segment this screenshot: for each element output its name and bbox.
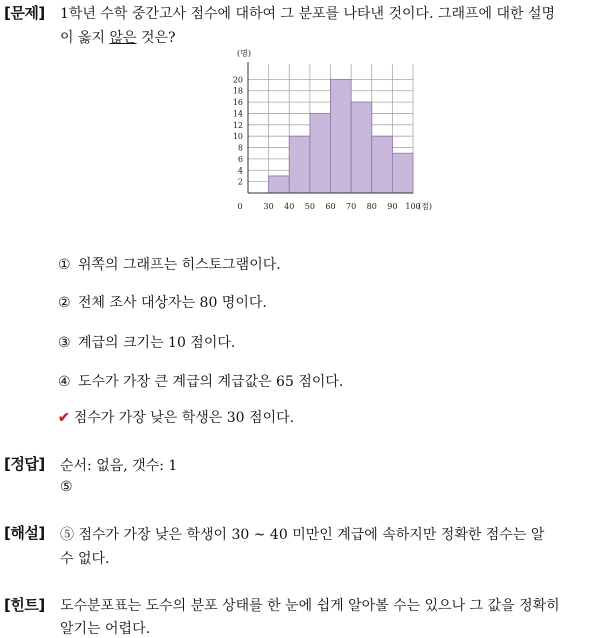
x-tick-label-3: 50 [304,202,315,211]
histogram-bar-3 [331,79,352,193]
hint-line1: 도수분포표는 도수의 분포 상태를 한 눈에 쉽게 알아볼 수는 있으나 그 값을 정확히 [60,598,560,614]
histogram-bar-0 [269,176,290,193]
problem-text-line1: 1학년 수학 중간고사 점수에 대하여 그 분포를 나타낸 것이다. 그래프에 대한 설명 [60,6,556,22]
choice-2[interactable] [58,292,267,312]
choice-3-number: ③ [58,335,71,351]
choice-1[interactable] [58,254,281,274]
x-unit-label: (점) [418,202,432,211]
x-tick-label-5: 70 [346,202,357,211]
y-tick-label-0: 2 [237,177,243,187]
x-tick-label-4: 60 [325,202,336,211]
x-tick-label-2: 40 [284,202,295,211]
y-unit-label: (명) [237,49,251,58]
choice-3[interactable] [58,332,235,352]
y-tick-label-7: 16 [232,98,243,108]
problem-text-suffix: 것은? [136,30,176,46]
answer-line1: 순서: 없음, 갯수: 1 [60,458,178,474]
problem-label: [문제] [4,4,45,22]
choice-2-text: 전체 조사 대상자는 80 명이다. [78,295,267,311]
check-mark-icon: ✔ [58,410,70,426]
problem-text-line2 [60,27,176,47]
answer-label: [정답] [4,455,45,473]
problem-text-prefix: 이 옳지 [60,30,110,46]
explanation-line2: 수 없다. [60,551,110,567]
choice-5-text: 점수가 가장 낮은 학생은 30 점이다. [73,410,295,426]
y-tick-label-8: 18 [232,86,243,96]
explanation-line1: ⑤ 점수가 가장 낮은 학생이 30 ~ 40 미만인 계급에 속하지만 정확한 점수는 알 [60,527,545,543]
y-tick-label-3: 8 [237,143,243,153]
hint-label: [힌트] [4,596,45,614]
histogram-bar-6 [392,153,413,193]
x-tick-label-6: 80 [366,202,377,211]
answer-line2: ⑤ [60,479,73,495]
y-tick-label-2: 6 [237,154,243,164]
choice-4[interactable] [58,371,343,391]
choice-5-selected[interactable] [58,407,294,427]
histogram-chart [228,48,438,220]
y-tick-label-1: 4 [237,166,243,176]
y-tick-label-6: 14 [232,109,243,119]
choice-4-number: ④ [58,374,71,390]
y-tick-label-5: 12 [232,120,243,130]
histogram-bar-2 [310,113,331,193]
choice-1-text: 위쪽의 그래프는 히스토그램이다. [78,257,281,273]
y-tick-label-4: 10 [232,132,243,142]
x-tick-label-8: 100 [405,202,421,211]
explanation-label: [해설] [4,524,45,542]
problem-underlined-word: 않은 [109,30,137,46]
histogram-bar-1 [289,136,310,193]
x-tick-label-1: 30 [263,202,274,211]
hint-line2: 알기는 어렵다. [60,621,151,637]
choice-1-number: ① [58,257,71,273]
y-tick-label-9: 20 [232,75,243,85]
choice-3-text: 계급의 크기는 10 점이다. [78,335,236,351]
choice-4-text: 도수가 가장 큰 계급의 계급값은 65 점이다. [78,374,344,390]
histogram-bar-4 [351,102,372,193]
x-tick-label-0: 0 [237,202,243,211]
histogram-bar-5 [372,136,393,193]
choice-2-number: ② [58,295,71,311]
x-tick-label-7: 90 [387,202,398,211]
